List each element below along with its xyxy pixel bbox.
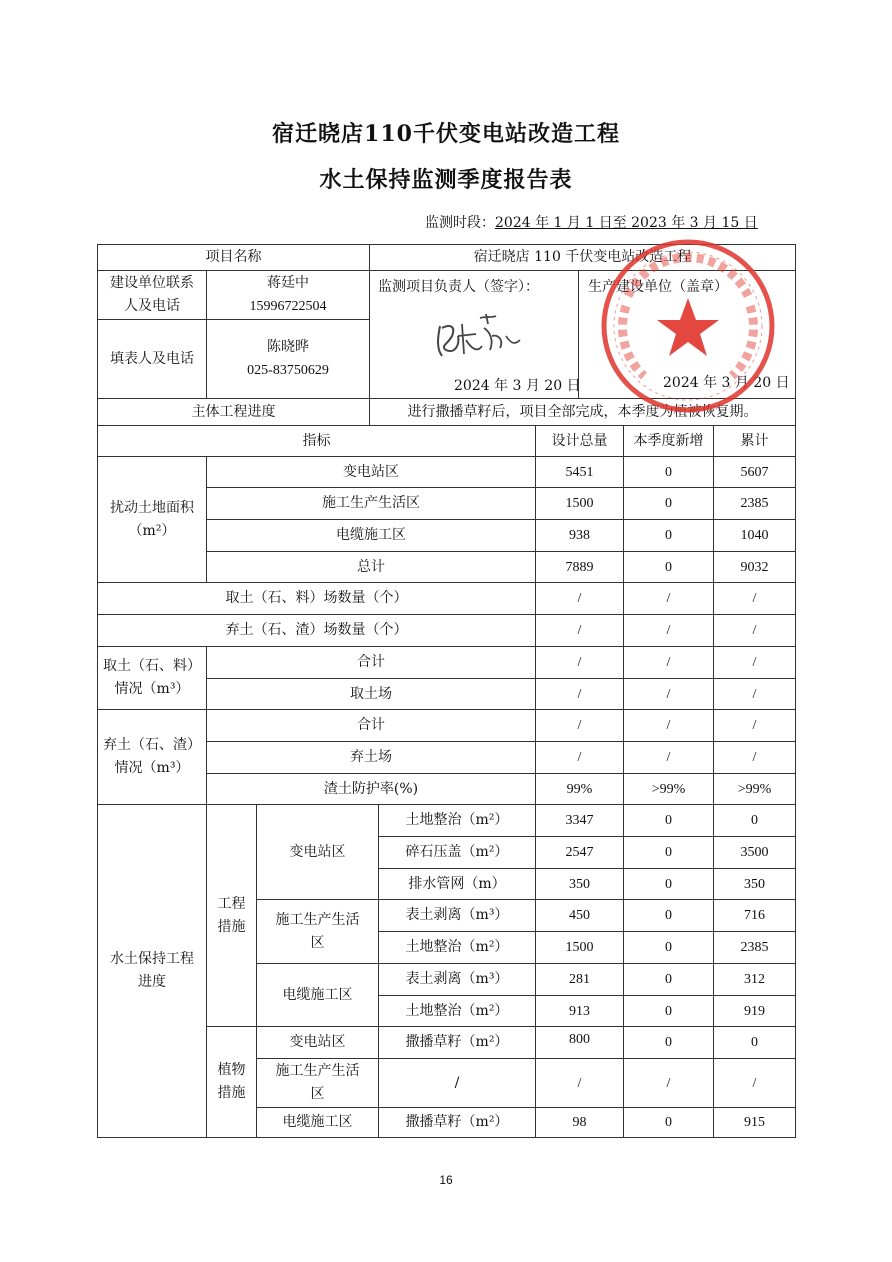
- quarter-value: /: [623, 646, 714, 679]
- cumulative-value: /: [713, 582, 796, 615]
- project-name-label: 项目名称: [97, 244, 370, 271]
- measure-label: 土地整治（m²）: [378, 931, 536, 964]
- signature-image: [430, 306, 526, 366]
- main-progress-value: 进行撒播草籽后，项目全部完成，本季度为植被恢复期。: [369, 398, 796, 426]
- quarter-value: 0: [623, 836, 714, 869]
- quarter-value: 0: [623, 931, 714, 964]
- design-value: 99%: [535, 773, 624, 805]
- header-this-quarter: 本季度新增: [623, 425, 714, 457]
- cumulative-value: 716: [713, 899, 796, 932]
- veg-area-cable: 电缆施工区: [256, 1107, 379, 1138]
- design-value: 938: [535, 519, 624, 552]
- builder-contact-value: [206, 270, 370, 320]
- wsc-progress-label: 水土保持工程进度: [97, 804, 207, 1138]
- row-label: 电缆施工区: [206, 519, 536, 552]
- cumulative-value: /: [713, 678, 796, 710]
- quarter-value: /: [623, 741, 714, 774]
- measure-label: /: [378, 1058, 536, 1108]
- document-subtitle: 水土保持监测季度报告表: [319, 167, 573, 193]
- page-number: 16: [439, 1173, 453, 1187]
- cumulative-value: 312: [713, 963, 796, 996]
- engineering-measures-label: 工程措施: [206, 804, 257, 1027]
- cumulative-value: 919: [713, 995, 796, 1027]
- eng-area-substation: 变电站区: [256, 804, 379, 900]
- design-value: 2547: [535, 836, 624, 869]
- project-name-value: 宿迁晓店 110 千伏变电站改造工程: [369, 244, 796, 271]
- measure-label: 表土剥离（m³）: [378, 963, 536, 996]
- row-label: 总计: [206, 551, 536, 583]
- design-value: 98: [535, 1107, 624, 1138]
- borrow-situation-label: 取土（石、料）情况（m³）: [97, 646, 207, 710]
- measure-label: 土地整治（m²）: [378, 995, 536, 1027]
- monitoring-period-value: 2024 年 1 月 1 日至 2023 年 3 月 15 日: [495, 215, 758, 231]
- report-table: [97, 244, 796, 1138]
- quarter-value: 0: [623, 963, 714, 996]
- monitoring-period-label: 监测时段：: [425, 215, 495, 231]
- monitor-head-label: 监测项目负责人（签字）：: [378, 279, 539, 295]
- cumulative-value: 1040: [713, 519, 796, 552]
- measure-label: 排水管网（m）: [378, 868, 536, 900]
- design-value: 281: [535, 963, 624, 996]
- design-value: 913: [535, 995, 624, 1027]
- spoil-site-count-label: 弃土（石、渣）场数量（个）: [97, 614, 536, 647]
- quarter-value: /: [623, 614, 714, 647]
- filler-phone: 025-83750629: [247, 363, 329, 378]
- design-value: /: [535, 709, 624, 742]
- quarter-value: 0: [623, 1107, 714, 1138]
- cumulative-value: 9032: [713, 551, 796, 583]
- cumulative-value: 350: [713, 868, 796, 900]
- quarter-value: 0: [623, 551, 714, 583]
- design-value: 450: [535, 899, 624, 932]
- header-cumulative: 累计: [713, 425, 796, 457]
- quarter-value: 0: [623, 804, 714, 837]
- quarter-value: 0: [623, 487, 714, 520]
- cumulative-value: /: [713, 709, 796, 742]
- row-label: 取土场: [206, 678, 536, 710]
- design-value: /: [535, 582, 624, 615]
- builder-phone: 15996722504: [249, 299, 327, 314]
- cumulative-value: 2385: [713, 487, 796, 520]
- vegetation-measures-label: 植物措施: [206, 1026, 257, 1138]
- row-label: 合计: [206, 709, 536, 742]
- quarter-value: 0: [623, 456, 714, 488]
- cumulative-value: /: [713, 614, 796, 647]
- design-value: 7889: [535, 551, 624, 583]
- quarter-value: 0: [623, 519, 714, 552]
- filler-name: 陈晓晔: [267, 339, 309, 355]
- builder-contact-label: 建设单位联系人及电话: [97, 270, 207, 320]
- design-value: /: [535, 646, 624, 679]
- design-value: /: [535, 678, 624, 710]
- cumulative-value: /: [713, 646, 796, 679]
- cumulative-value: 0: [713, 1026, 796, 1059]
- quarter-value: /: [623, 1058, 714, 1108]
- borrow-pit-count-label: 取土（石、料）场数量（个）: [97, 582, 536, 615]
- design-value: 1500: [535, 487, 624, 520]
- quarter-value: /: [623, 709, 714, 742]
- disturbed-area-label: 扰动土地面积（m²）: [97, 456, 207, 583]
- row-label: 渣土防护率(%): [206, 773, 536, 805]
- row-label: 变电站区: [206, 456, 536, 488]
- row-label: 合计: [206, 646, 536, 679]
- cumulative-value: 2385: [713, 931, 796, 964]
- cumulative-value: 3500: [713, 836, 796, 869]
- quarter-value: 0: [623, 899, 714, 932]
- monitoring-period: [425, 212, 758, 232]
- builder-name: 蒋廷中: [267, 275, 309, 291]
- design-value: 1500: [535, 931, 624, 964]
- quarter-value: /: [623, 582, 714, 615]
- producer-date: 2024 年 3 月 20 日: [663, 375, 790, 391]
- design-value: 3347: [535, 804, 624, 837]
- row-label: 施工生产生活区: [206, 487, 536, 520]
- design-value: /: [535, 741, 624, 774]
- veg-area-construction-living: 施工生产生活区: [256, 1058, 379, 1108]
- eng-area-construction-living: 施工生产生活区: [256, 899, 379, 964]
- measure-label: 碎石压盖（m²）: [378, 836, 536, 869]
- quarter-value: 0: [623, 1026, 714, 1059]
- design-value: 350: [535, 868, 624, 900]
- document-title: 宿迁晓店110千伏变电站改造工程: [272, 121, 620, 147]
- cumulative-value: /: [713, 741, 796, 774]
- quarter-value: 0: [623, 995, 714, 1027]
- measure-label: 撒播草籽（m²）: [378, 1026, 536, 1059]
- row-label: 弃土场: [206, 741, 536, 774]
- measure-label: 表土剥离（m³）: [378, 899, 536, 932]
- eng-area-cable: 电缆施工区: [256, 963, 379, 1027]
- veg-area-substation: 变电站区: [256, 1026, 379, 1059]
- header-design-total: 设计总量: [535, 425, 624, 457]
- design-value: 5451: [535, 456, 624, 488]
- design-value: /: [535, 1058, 624, 1108]
- cumulative-value: /: [713, 1058, 796, 1108]
- cumulative-value: 915: [713, 1107, 796, 1138]
- cumulative-value: >99%: [713, 773, 796, 805]
- producer-label: 生产建设单位（盖章）: [588, 279, 728, 295]
- cumulative-value: 5607: [713, 456, 796, 488]
- quarter-value: /: [623, 678, 714, 710]
- monitor-date: 2024 年 3 月 20 日: [454, 378, 581, 394]
- spoil-situation-label: 弃土（石、渣）情况（m³）: [97, 709, 207, 805]
- filler-contact-label: 填表人及电话: [97, 319, 207, 399]
- main-progress-label: 主体工程进度: [97, 398, 370, 426]
- quarter-value: 0: [623, 868, 714, 900]
- measure-label: 土地整治（m²）: [378, 804, 536, 837]
- design-value: 800: [535, 1026, 624, 1059]
- header-indicator: 指标: [97, 425, 536, 457]
- measure-label: 撒播草籽（m²）: [378, 1107, 536, 1138]
- quarter-value: >99%: [623, 773, 714, 805]
- cumulative-value: 0: [713, 804, 796, 837]
- design-value: /: [535, 614, 624, 647]
- filler-contact-value: [206, 319, 370, 399]
